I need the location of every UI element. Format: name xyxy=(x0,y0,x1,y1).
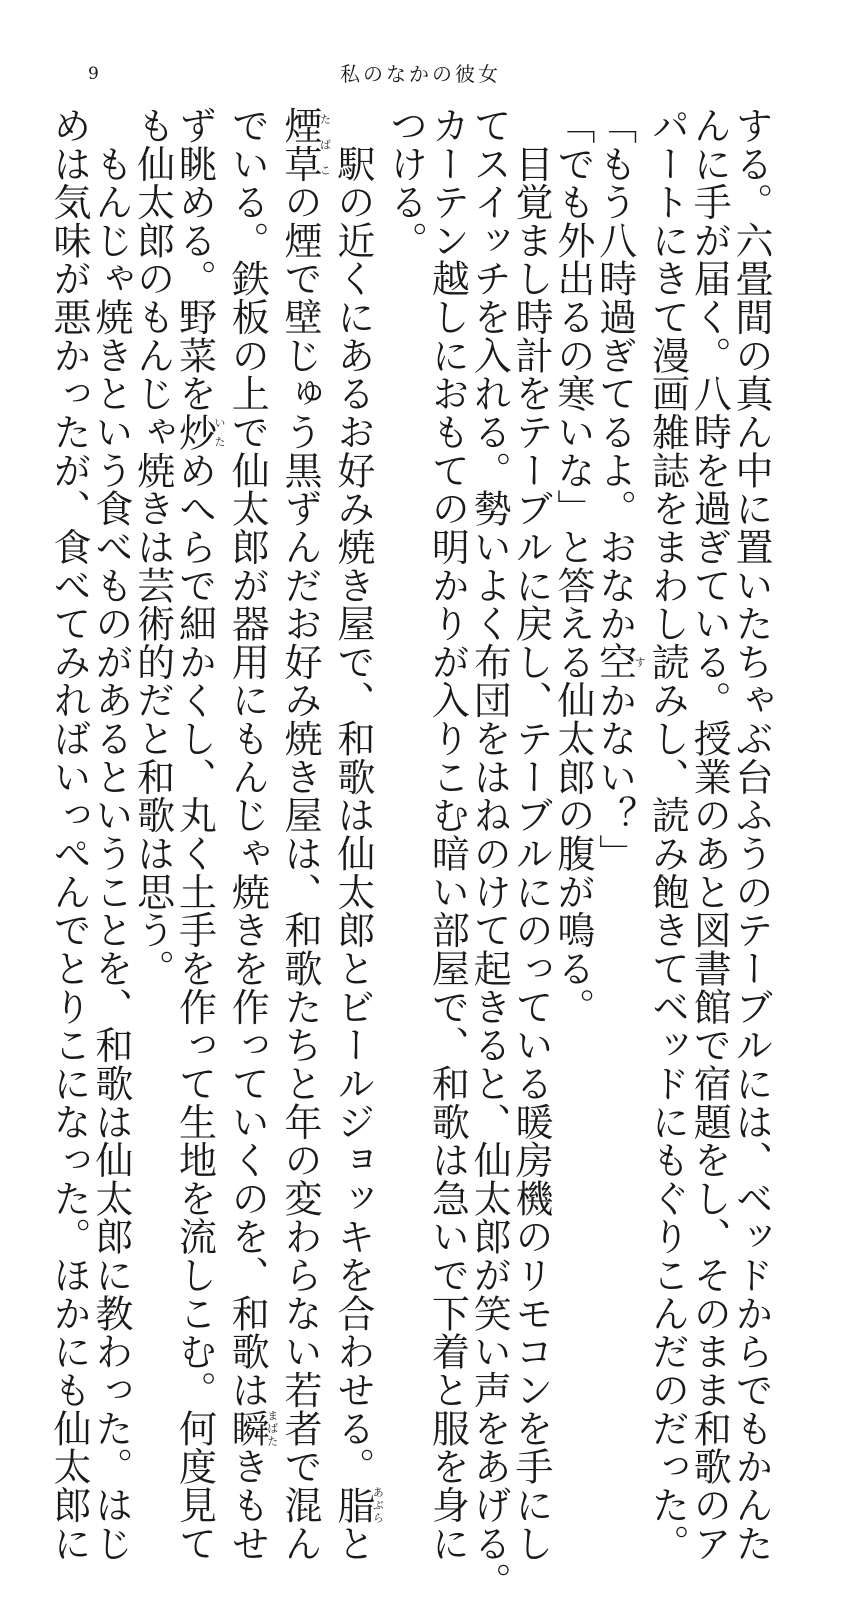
text-segment: てスイッチを入れる。勢いよく布団をはねのけて起きると、仙太郎が笑い声をあげる。 xyxy=(467,106,512,1600)
text-segment: ず眺める。野菜を xyxy=(172,106,217,413)
text-line xyxy=(330,106,385,1563)
text-segment: と xyxy=(330,1523,375,1563)
text-line xyxy=(645,106,690,1563)
text-segment: カーテン越しにおもての明かりが入りこむ暗い部屋で、和歌は急いで下着と服を身に xyxy=(425,106,470,1563)
text-line xyxy=(172,106,226,1563)
text-line xyxy=(729,106,773,1563)
text-line xyxy=(47,106,92,1563)
text-line xyxy=(384,106,426,1118)
text-segment: つける。 xyxy=(383,106,428,260)
text-segment: 「もう八時過ぎてるよ。おなか xyxy=(592,106,637,643)
text-segment: でいる。鉄板の上で仙太郎が器用にもんじゃ焼きを作っていくのを、和歌は xyxy=(225,106,270,1409)
page-number: 9 xyxy=(88,64,99,84)
ruby-annotation: 脂あぶら xyxy=(330,1485,385,1524)
text-segment: んに手が届く。八時を過ぎている。授業のあと図書館で宿題をし、そのまま和歌のア xyxy=(687,106,732,1563)
paragraph xyxy=(130,106,385,1563)
text-segment: も仙太郎のもんじゃ焼きは芸術的だと和歌は思う。 xyxy=(130,106,175,988)
text-line xyxy=(425,106,470,1563)
text-segment: 目覚まし時計をテーブルに戻し、テーブルにのっている暖房機のリモコンを手にし xyxy=(509,106,554,1563)
furigana: あぶら xyxy=(371,1485,385,1524)
text-line xyxy=(509,106,554,1563)
text-segment: の煙で壁じゅう黒ずんだお好み焼き屋は、和歌たちと年の変わらない若者で混ん xyxy=(278,182,323,1563)
text-line xyxy=(467,106,512,1600)
text-segment: 「でも外出るの寒いな」と答える仙太郎の腹が鳴る。 xyxy=(550,106,595,1026)
text-segment: もんじゃ焼きという食べものがあるということを、和歌は仙太郎に教わった。はじ xyxy=(88,106,133,1563)
text-line xyxy=(88,106,133,1563)
ruby-annotation: 炒いた xyxy=(172,412,226,451)
text-line xyxy=(131,106,173,1118)
text-line xyxy=(225,106,279,1563)
ruby-annotation: 空す xyxy=(592,642,647,681)
furigana: いた xyxy=(212,412,226,451)
text-line xyxy=(593,106,646,1118)
furigana: す xyxy=(633,642,647,681)
body-text xyxy=(47,106,773,1600)
paragraph xyxy=(593,106,646,1118)
text-segment: きもせ xyxy=(225,1447,270,1563)
text-segment: パートにきて漫画雑誌をまわし読みし、読み飽きてベッドにもぐりこんだのだった。 xyxy=(645,106,690,1563)
text-segment: する。六畳間の真ん中に置いたちゃぶ台ふうのテーブルには、ベッドからでもかんた xyxy=(729,106,773,1563)
ruby-annotation: 瞬まばた xyxy=(225,1408,279,1448)
text-segment: めは気味が悪かったが、食べてみればいっぺんでとりこになった。ほかにも仙太郎に xyxy=(47,106,92,1563)
running-title: 私のなかの彼女 xyxy=(340,62,501,86)
paragraph xyxy=(383,106,554,1600)
furigana: たばこ xyxy=(318,106,332,183)
text-segment: めへらで細かくし、丸く土手を作って生地を流しこむ。何度見て xyxy=(172,450,217,1563)
paragraph xyxy=(551,106,593,1118)
text-line xyxy=(687,106,732,1563)
paragraph xyxy=(645,106,773,1563)
text-segment: 駅の近くにあるお好み焼き屋で、和歌は仙太郎とビールジョッキを合わせる。 xyxy=(330,106,375,1486)
paragraph xyxy=(47,106,133,1563)
ruby-annotation: 煙草たばこ xyxy=(278,106,332,183)
furigana: まばた xyxy=(265,1408,279,1448)
text-line xyxy=(278,106,332,1563)
text-segment: かない？」 xyxy=(592,680,637,873)
text-line xyxy=(551,106,593,1118)
